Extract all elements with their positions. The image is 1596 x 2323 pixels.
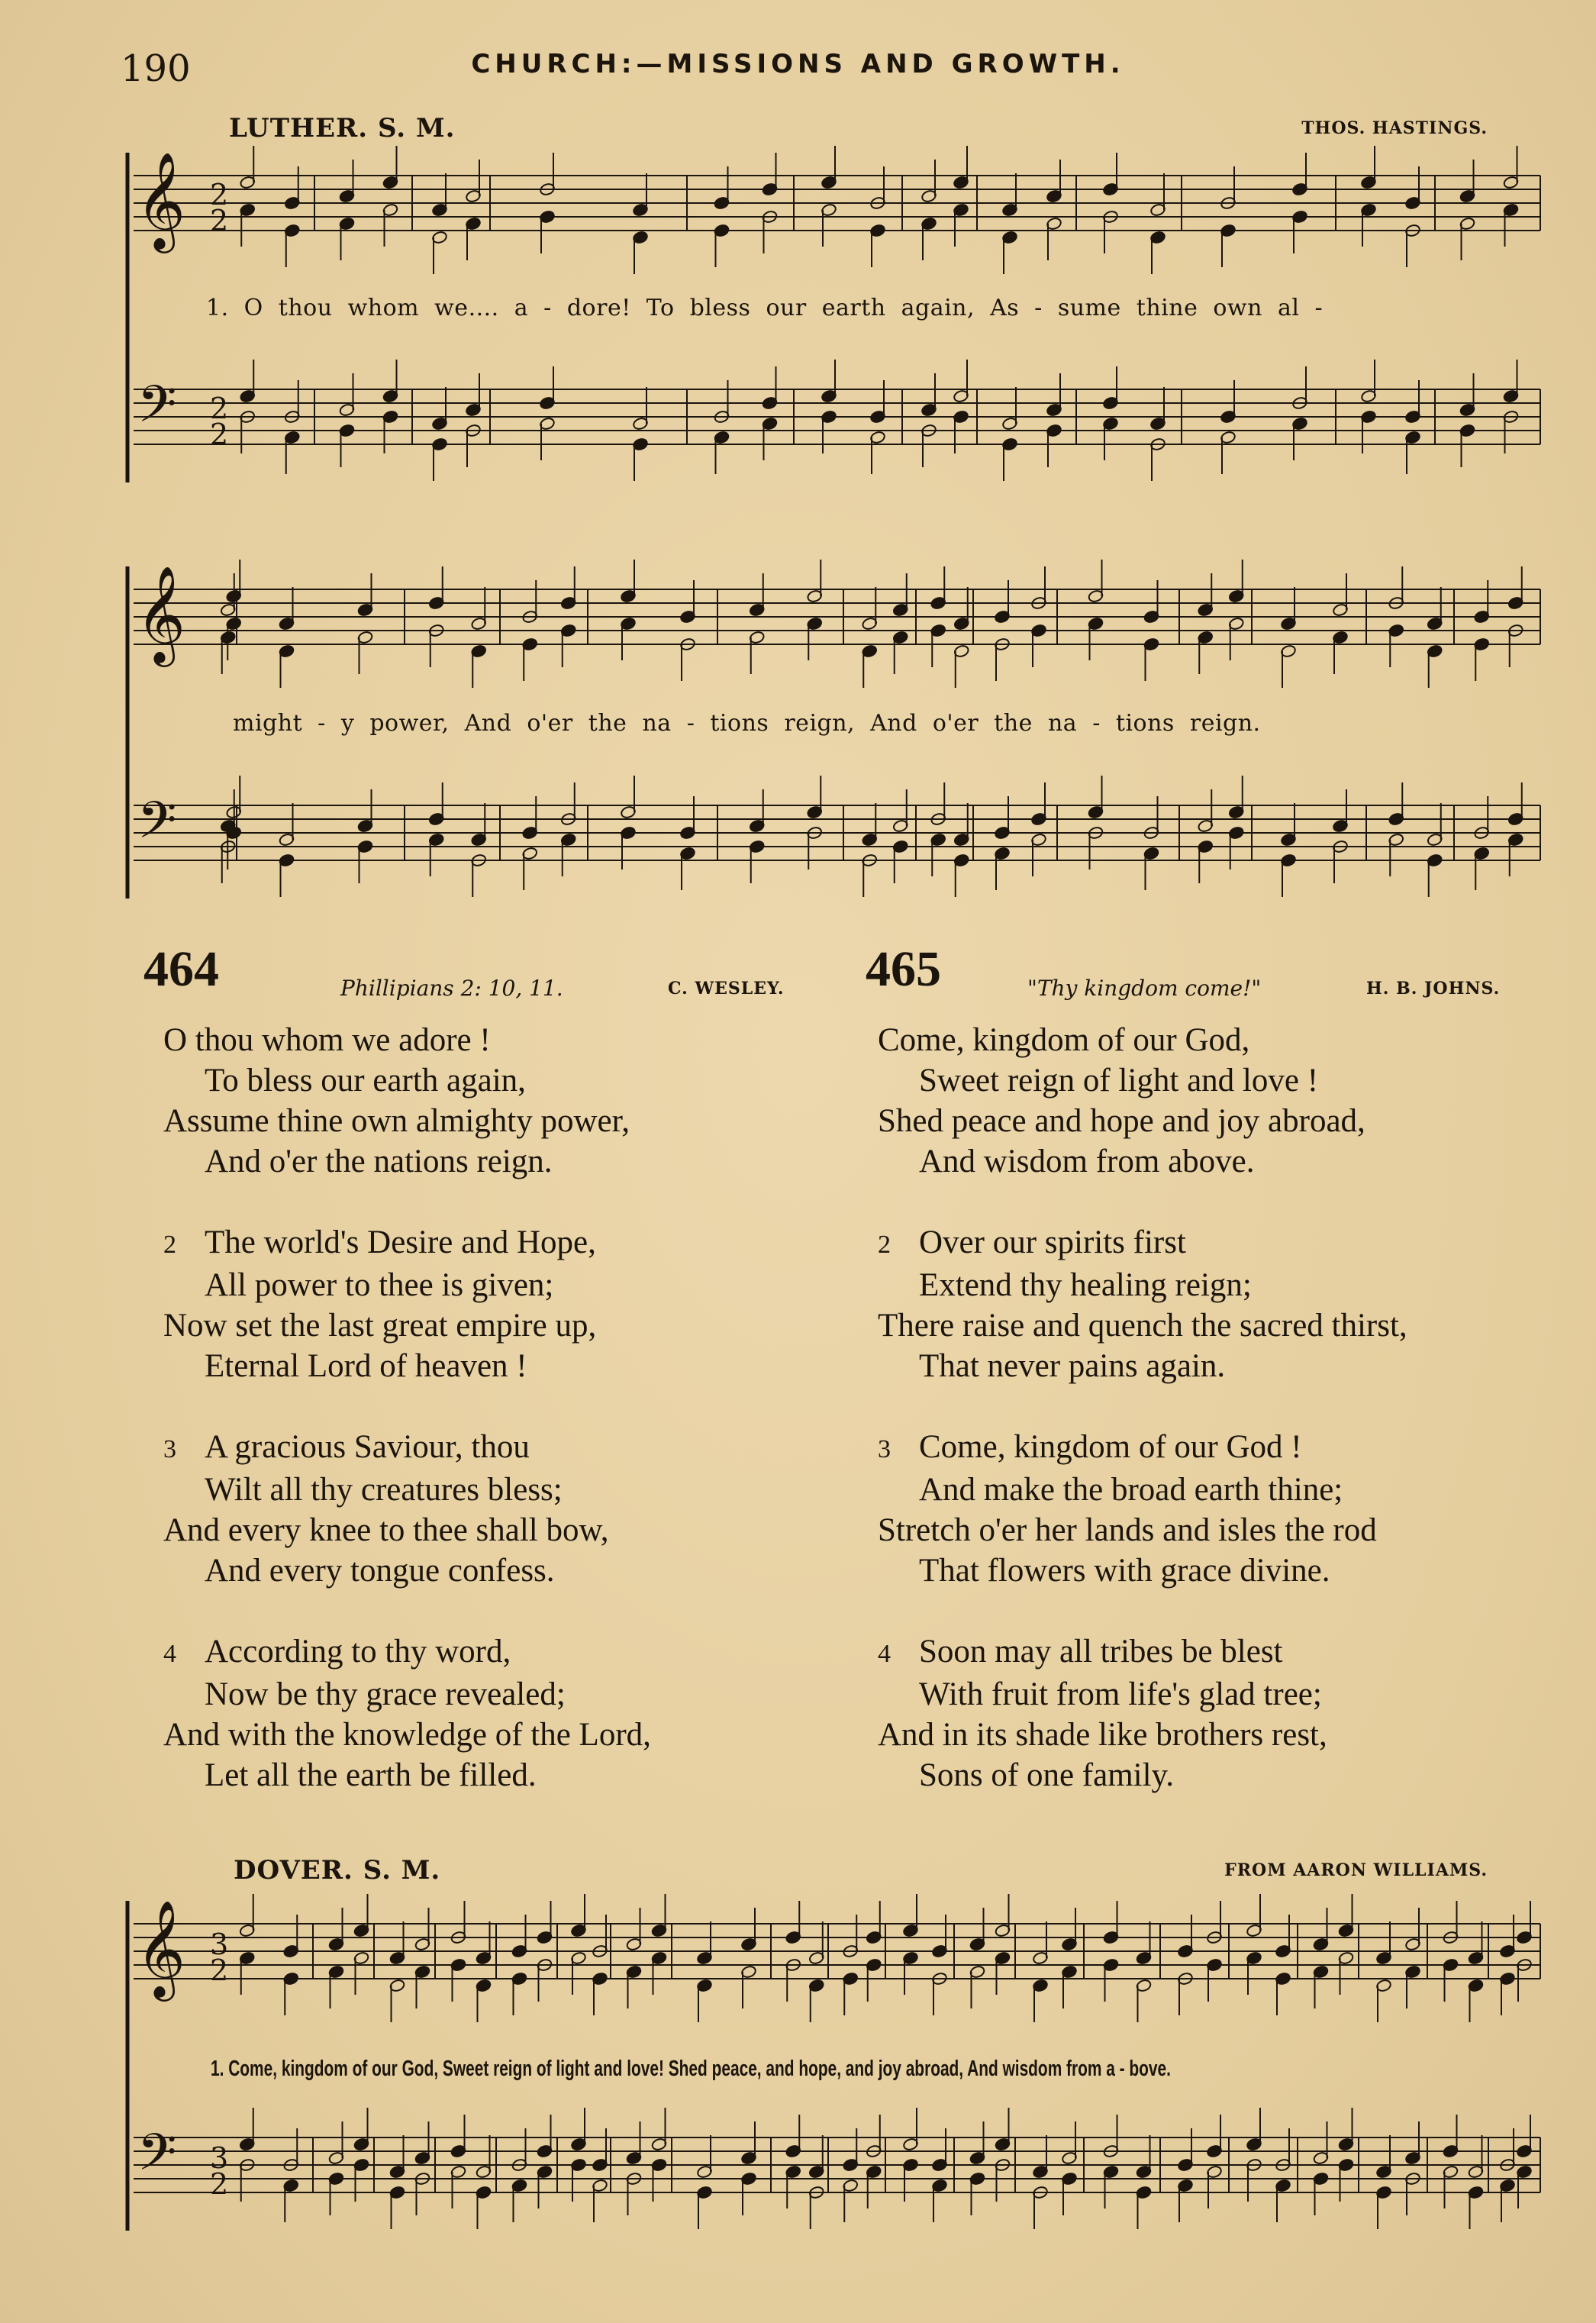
hymn-line: That flowers with grace divine.	[919, 1553, 1330, 1589]
hymn-line: That never pains again.	[919, 1348, 1226, 1384]
treble-clef: 𝄞	[136, 1899, 186, 1997]
hymn-line: And every tongue confess.	[205, 1553, 555, 1589]
time-signature: 3	[210, 1928, 229, 1961]
bass-clef: 𝄢	[137, 2123, 177, 2194]
time-signature: 2	[210, 2167, 229, 2201]
hymn-line: And wisdom from above.	[919, 1144, 1255, 1179]
hymn-line: And make the broad earth thine;	[919, 1472, 1343, 1508]
hymn-line: With fruit from life's glad tree;	[919, 1676, 1322, 1712]
hymn-stanza	[878, 1631, 1407, 1795]
hymn-number-464: 464	[143, 941, 219, 997]
time-signature: 2	[210, 1954, 229, 1987]
stanza-number: 3	[878, 1435, 891, 1463]
treble-clef: 𝄞	[136, 565, 186, 663]
time-signature: 2	[210, 178, 229, 211]
hymn-line: 3 Come, kingdom of our God !	[878, 1427, 1407, 1470]
running-title: CHURCH:—MISSIONS AND GROWTH.	[471, 49, 1125, 79]
tune-composer-luther: THOS. HASTINGS.	[1301, 118, 1488, 138]
time-signature: 3	[210, 2141, 229, 2175]
hymn-line: Extend thy healing reign;	[919, 1267, 1252, 1303]
hymn-text-465	[878, 1020, 1407, 1836]
hymn-line: 2 The world's Desire and Hope,	[163, 1222, 651, 1265]
hymn-line: Stretch o'er her lands and isles the rod	[878, 1512, 1377, 1548]
tune-name-luther: LUTHER. S. M.	[229, 113, 456, 144]
page-number: 190	[121, 47, 191, 90]
hymn-line: Sweet reign of light and love !	[919, 1063, 1319, 1099]
hymn-number-465: 465	[866, 941, 941, 997]
time-signature: 2	[210, 418, 229, 451]
stanza-number: 2	[878, 1231, 891, 1259]
hymn-line: And every knee to thee shall bow,	[163, 1512, 609, 1548]
hymn-line: And o'er the nations reign.	[205, 1144, 553, 1179]
hymn-reference-464: Phillipians 2: 10, 11.	[340, 976, 563, 1001]
hymn-line: There raise and quench the sacred thirst,	[878, 1308, 1407, 1344]
stanza-number: 2	[163, 1231, 176, 1259]
stanza-number: 4	[163, 1640, 176, 1668]
hymn-line: To bless our earth again,	[205, 1063, 526, 1099]
hymn-line: All power to thee is given;	[205, 1267, 554, 1303]
hymn-line: 3 A gracious Saviour, thou	[163, 1427, 651, 1470]
hymn-line: Assume thine own almighty power,	[163, 1103, 630, 1139]
hymn-stanza	[163, 1020, 651, 1182]
stanza-number: 4	[878, 1640, 891, 1668]
hymn-line: 4 According to thy word,	[163, 1631, 651, 1674]
hymn-stanza	[878, 1427, 1407, 1591]
tune-composer-dover: FROM AARON WILLIAMS.	[1224, 1860, 1488, 1880]
hymn-stanza	[163, 1222, 651, 1386]
treble-clef: 𝄞	[136, 151, 186, 249]
hymn-stanza	[878, 1222, 1407, 1386]
hymn-text-464	[163, 1020, 651, 1836]
tune-lyrics-luther-line2: might - y power, And o'er the na - tions reign, And o'er the na - tions reign.	[233, 710, 1261, 737]
time-signature: 2	[210, 204, 229, 237]
stanza-number: 3	[163, 1435, 176, 1463]
hymn-line: Now set the last great empire up,	[163, 1308, 597, 1344]
hymn-line: And with the knowledge of the Lord,	[163, 1717, 651, 1753]
hymn-stanza	[163, 1427, 651, 1591]
tune-lyrics-dover-line1: 1. Come, kingdom of our God, Sweet reign of light and love! Shed peace, and hope, and joy abroad, And wisdom from a - bove.	[211, 2057, 1171, 2081]
time-signature: 2	[210, 392, 229, 425]
hymn-line: Let all the earth be filled.	[205, 1757, 537, 1793]
hymn-line: Sons of one family.	[919, 1757, 1175, 1793]
tune-name-dover: DOVER. S. M.	[234, 1855, 441, 1886]
hymn-line: 2 Over our spirits first	[878, 1222, 1407, 1265]
hymn-line: Eternal Lord of heaven !	[205, 1348, 527, 1384]
hymn-author-465: H. B. JOHNS.	[1366, 979, 1501, 999]
tune-lyrics-luther-line1: 1. O thou whom we.... a - dore! To bless our earth again, As - sume thine own al -	[206, 295, 1324, 321]
hymn-author-464: C. WESLEY.	[668, 979, 785, 999]
hymn-line: Come, kingdom of our God,	[878, 1022, 1250, 1058]
hymn-line: Shed peace and hope and joy abroad,	[878, 1103, 1365, 1139]
hymn-reference-465: "Thy kingdom come!"	[1027, 976, 1262, 1001]
bass-clef: 𝄢	[137, 791, 177, 862]
hymn-stanza	[163, 1631, 651, 1795]
hymn-line: And in its shade like brothers rest,	[878, 1717, 1327, 1753]
hymn-stanza	[878, 1020, 1407, 1182]
hymn-line: Wilt all thy creatures bless;	[205, 1472, 563, 1508]
hymn-line: Now be thy grace revealed;	[205, 1676, 566, 1712]
hymn-line: 4 Soon may all tribes be blest	[878, 1631, 1407, 1674]
hymn-line: O thou whom we adore !	[163, 1022, 491, 1058]
bass-clef: 𝄢	[137, 375, 177, 446]
